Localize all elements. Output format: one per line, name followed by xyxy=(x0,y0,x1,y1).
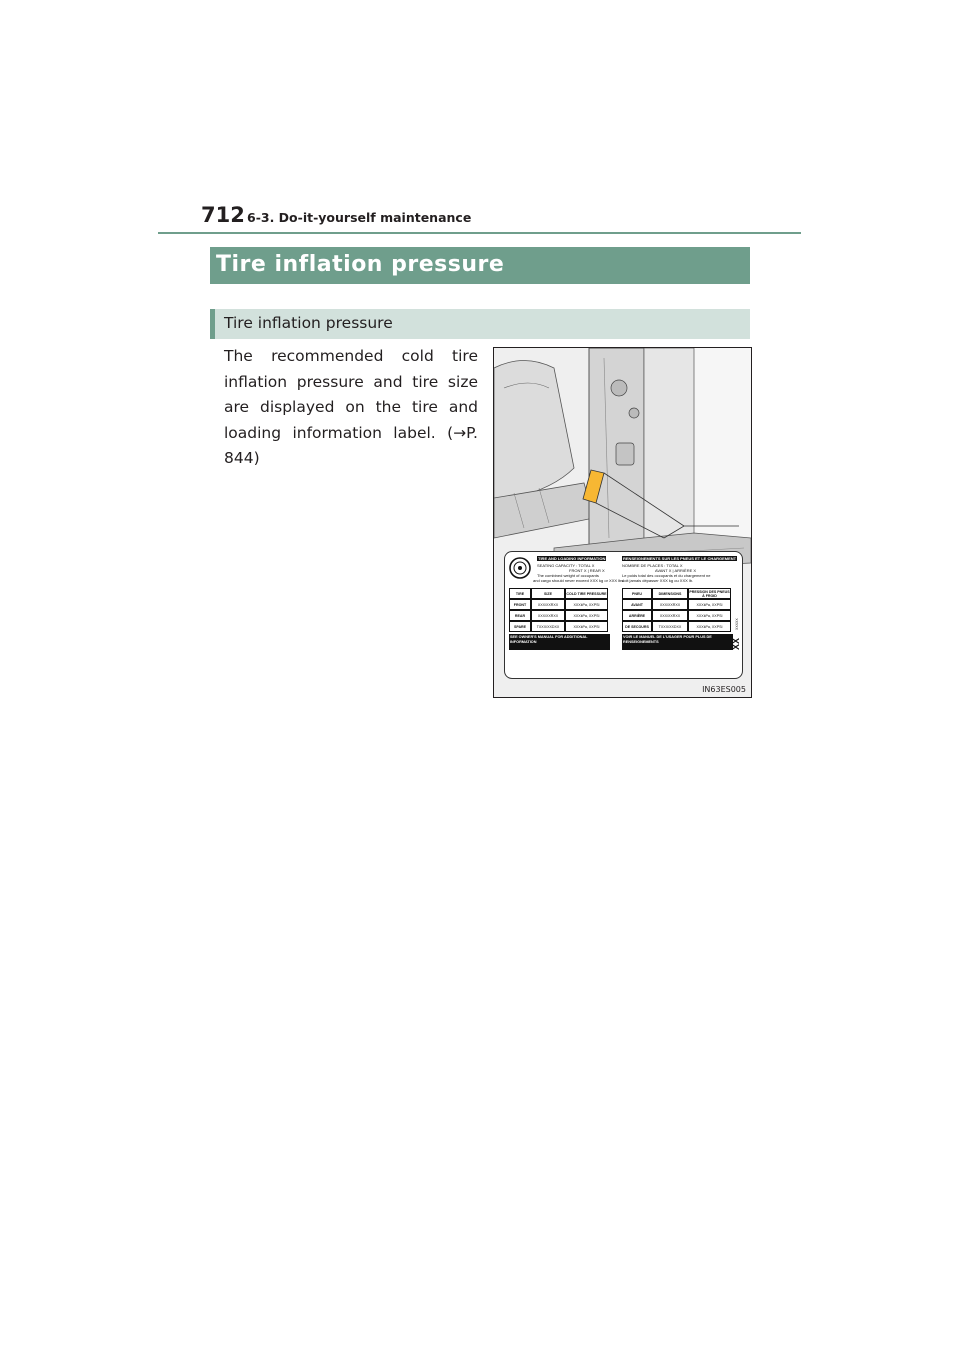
label-fr-front-pressure: XXXkPa, XXPSI xyxy=(688,599,731,610)
label-fr-rear-size: XXX/XXRXX xyxy=(652,610,688,621)
section-reference: 6-3. Do-it-yourself maintenance xyxy=(247,210,472,225)
label-en-col-pressure: COLD TIRE PRESSURE xyxy=(565,588,608,599)
label-fr-spare-pressure: XXXkPa, XXPSI xyxy=(688,621,731,632)
label-fr-header: RENSEIGNEMENTS SUR LES PNEUS ET LE CHARGEMENT xyxy=(623,556,737,561)
label-en-front-pressure: XXXkPa, XXPSI xyxy=(565,599,608,610)
label-en-header: TIRE AND LOADING INFORMATION xyxy=(538,556,606,561)
label-fr-weight-2: doit jamais dépasser XXX kg ou XXX lb. xyxy=(622,578,694,583)
label-en-spare-pressure: XXXkPa, XXPSI xyxy=(565,621,608,632)
label-en-weight: The combined weight of occupants xyxy=(537,573,599,578)
subsection-accent xyxy=(210,309,215,339)
label-fr-seating-2: AVANT X | ARRIÈRE X xyxy=(655,568,697,573)
label-en-row-rear: REAR xyxy=(509,610,531,621)
label-fr-spare-size: TXXX/XXDXX xyxy=(652,621,688,632)
section-title: Tire inflation pressure xyxy=(216,252,505,277)
label-fr-col-tire: PNEU xyxy=(622,588,652,599)
figure-code: IN63ES005 xyxy=(702,685,746,694)
label-fr-row-front: AVANT xyxy=(622,599,652,610)
label-mark-small: XXXXX xyxy=(735,618,739,630)
label-en-rear-pressure: XXXkPa, XXPSI xyxy=(565,610,608,621)
label-fr-col-size: DIMENSIONS xyxy=(652,588,688,599)
label-en-front-size: XXX/XXRXX xyxy=(531,599,565,610)
tire-label-illustration xyxy=(493,347,752,698)
tire-loading-label xyxy=(504,551,743,679)
label-en-row-front: FRONT xyxy=(509,599,531,610)
label-mark: XX xyxy=(731,637,741,650)
label-fr-rear-pressure: XXXkPa, XXPSI xyxy=(688,610,731,621)
label-fr-col-pressure: PRESSION DES PNEUS À FROID xyxy=(689,589,730,598)
label-en-spare-size: TXXX/XXDXX xyxy=(531,621,565,632)
label-en-seating-2: FRONT X | REAR X xyxy=(569,568,605,573)
label-fr-weight: Le poids total des occupants et du chargement ne xyxy=(622,573,711,578)
label-en-row-spare: SPARE xyxy=(509,621,531,632)
label-fr-seating: NOMBRE DE PLACES : TOTAL X xyxy=(622,563,683,568)
label-fr-row-spare: DE SECOURS xyxy=(622,621,652,632)
label-en-col-tire: TIRE xyxy=(509,588,531,599)
label-en-footer: SEE OWNER'S MANUAL FOR ADDITIONAL INFORMATION xyxy=(509,634,610,650)
page-number: 712 xyxy=(201,203,245,227)
label-en-rear-size: XXX/XXRXX xyxy=(531,610,565,621)
tire-icon xyxy=(509,557,531,579)
label-en-weight-2: and cargo should never exceed XXX kg or XXX lbs. xyxy=(533,578,625,583)
subsection-title-bar xyxy=(210,309,750,339)
label-en-seating: SEATING CAPACITY : TOTAL X xyxy=(537,563,595,568)
label-en-col-size: SIZE xyxy=(531,588,565,599)
section-title-bar xyxy=(210,247,750,284)
header-divider xyxy=(158,232,801,234)
label-fr-row-rear: ARRIÈRE xyxy=(622,610,652,621)
subsection-title: Tire inflation pressure xyxy=(224,314,393,332)
label-fr-front-size: XXX/XXRXX xyxy=(652,599,688,610)
body-paragraph: The recommended cold tire inflation pressure and tire size are displayed on the tire and loading information label. (→P. 844) xyxy=(224,347,478,467)
label-fr-footer: VOIR LE MANUEL DE L'USAGER POUR PLUS DE RENSEIGNEMENTS xyxy=(622,634,733,650)
